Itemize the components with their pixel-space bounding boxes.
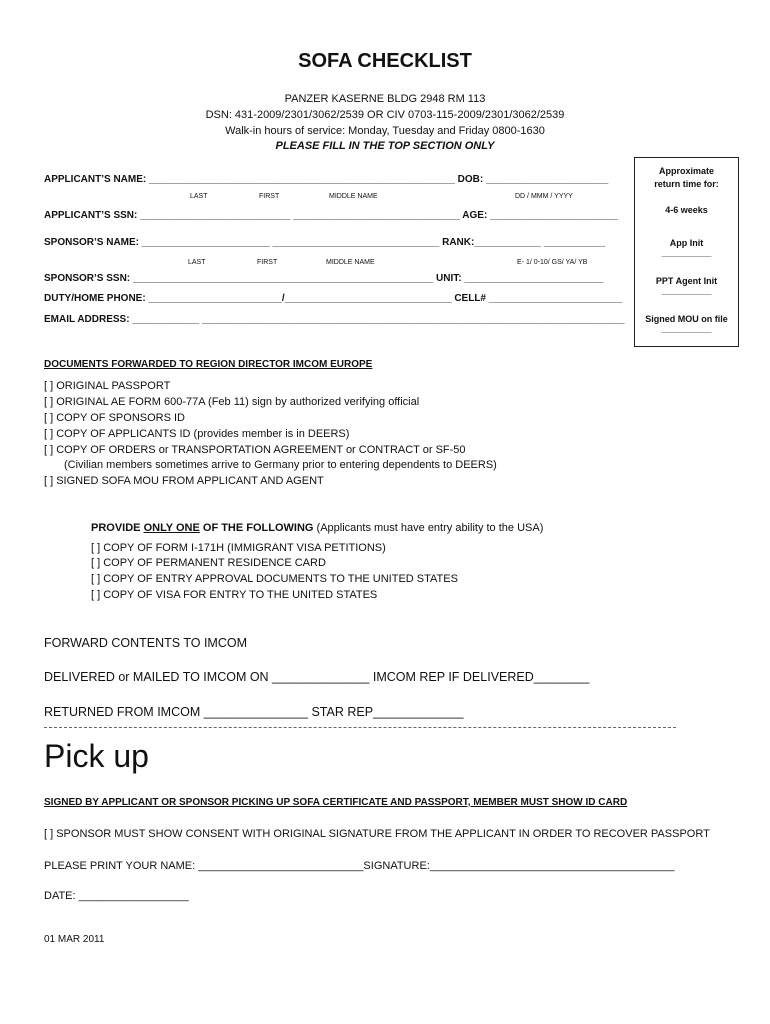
doc-item-applicant-id[interactable]: [ ] COPY OF APPLICANTS ID (provides member is in DEERS)	[44, 428, 350, 440]
return-time-box	[634, 157, 739, 347]
box-approx: Approximate	[658, 166, 714, 176]
doc-item-sponsor-id[interactable]: [ ] COPY OF SPONSORS ID	[44, 412, 185, 424]
doc-item-passport[interactable]: [ ] ORIGINAL PASSPORT	[44, 380, 171, 392]
box-mou: Signed MOU on file	[645, 314, 728, 324]
provide-note: (Applicants must have entry ability to the USA)	[313, 522, 544, 534]
provide-suffix: OF THE FOLLOWING	[199, 522, 314, 534]
box-mou-blank[interactable]: __________	[661, 324, 712, 334]
footer-date: 01 MAR 2011	[44, 934, 105, 945]
provide-item-visa[interactable]: [ ] COPY OF VISA FOR ENTRY TO THE UNITED STATES	[91, 589, 378, 601]
phone-field[interactable]: DUTY/HOME PHONE: ________________________/______________________________ CELL# ________________________	[44, 293, 623, 304]
print-name-field[interactable]: PLEASE PRINT YOUR NAME: ___________________________SIGNATURE:________________________________________	[44, 860, 675, 872]
hours-line: Walk-in hours of service: Monday, Tuesday and Friday 0800-1630	[225, 125, 545, 137]
address-line: PANZER KASERNE BLDG 2948 RM 113	[284, 93, 486, 105]
provide-item-i171h[interactable]: [ ] COPY OF FORM I-171H (IMMIGRANT VISA PETITIONS)	[91, 542, 386, 554]
date-field[interactable]: DATE: __________________	[44, 890, 189, 902]
box-return-time: return time for:	[654, 179, 719, 189]
doc-item-orders[interactable]: [ ] COPY OF ORDERS or TRANSPORTATION AGREEMENT or CONTRACT or SF-50	[44, 444, 466, 456]
delivered-field[interactable]: DELIVERED or MAILED TO IMCOM ON ______________ IMCOM REP IF DELIVERED________	[44, 670, 590, 684]
box-ppt-init: PPT Agent Init	[655, 276, 718, 286]
phone-line: DSN: 431-2009/2301/3062/2539 OR CIV 0703-115-2009/2301/3062/2539	[205, 109, 565, 121]
pickup-title: Pick up	[44, 738, 149, 774]
sponsor-ssn-field[interactable]: SPONSOR’S SSN: ______________________________________________________ UNIT: _________________________	[44, 273, 604, 284]
doc-item-mou[interactable]: [ ] SIGNED SOFA MOU FROM APPLICANT AND AGENT	[44, 475, 324, 487]
rank-sub: E- 1/ 0-10/ GS/ YA/ YB	[517, 259, 588, 266]
applicant-name-field[interactable]: APPLICANT’S NAME: _______________________________________________________ DOB: ______________________	[44, 174, 609, 185]
doc-item-note: (Civilian members sometimes arrive to Germany prior to entering dependents to DEERS)	[64, 459, 497, 471]
pickup-consent-item[interactable]: [ ] SPONSOR MUST SHOW CONSENT WITH ORIGINAL SIGNATURE FROM THE APPLICANT IN ORDER TO RECOVER PASSPORT	[44, 828, 710, 840]
returned-field[interactable]: RETURNED FROM IMCOM _______________ STAR REP_____________	[44, 705, 464, 719]
page-title: SOFA CHECKLIST	[298, 50, 472, 72]
sponsor-name-field[interactable]: SPONSOR’S NAME: _______________________ ______________________________ RANK:____________ ___________	[44, 237, 606, 248]
sponsor-sub-middle: MIDDLE NAME	[326, 259, 375, 266]
box-weeks: 4-6 weeks	[665, 205, 708, 215]
box-app-init-blank[interactable]: __________	[661, 248, 712, 258]
provide-heading	[91, 522, 543, 534]
fill-instruction: PLEASE FILL IN THE TOP SECTION ONLY	[275, 140, 495, 152]
provide-only-one: ONLY ONE	[143, 522, 200, 534]
box-ppt-init-blank[interactable]: __________	[661, 286, 712, 296]
documents-heading: DOCUMENTS FORWARDED TO REGION DIRECTOR IMCOM EUROPE	[44, 359, 373, 370]
box-app-init: App Init	[669, 238, 704, 248]
cut-line-divider	[44, 727, 676, 728]
name-sub-first: FIRST	[259, 193, 280, 200]
name-sub-last: LAST	[190, 193, 208, 200]
sponsor-sub-last: LAST	[188, 259, 206, 266]
email-field[interactable]: EMAIL ADDRESS: ____________ ____________________________________________________________________________	[44, 314, 625, 325]
applicant-ssn-field[interactable]: APPLICANT’S SSN: ___________________________ ______________________________ AGE: _______________________	[44, 210, 619, 221]
doc-item-ae-form[interactable]: [ ] ORIGINAL AE FORM 600-77A (Feb 11) sign by authorized verifying official	[44, 396, 420, 408]
name-sub-middle: MIDDLE NAME	[329, 193, 378, 200]
provide-prefix: PROVIDE	[91, 522, 144, 534]
pickup-heading: SIGNED BY APPLICANT OR SPONSOR PICKING UP SOFA CERTIFICATE AND PASSPORT, MEMBER MUST SHOW ID CARD	[44, 797, 628, 808]
sponsor-sub-first: FIRST	[257, 259, 278, 266]
dob-sub: DD / MMM / YYYY	[515, 193, 573, 200]
provide-item-entry-approval[interactable]: [ ] COPY OF ENTRY APPROVAL DOCUMENTS TO THE UNITED STATES	[91, 573, 458, 585]
forward-heading: FORWARD CONTENTS TO IMCOM	[44, 636, 248, 650]
provide-item-residence-card[interactable]: [ ] COPY OF PERMANENT RESIDENCE CARD	[91, 557, 326, 569]
